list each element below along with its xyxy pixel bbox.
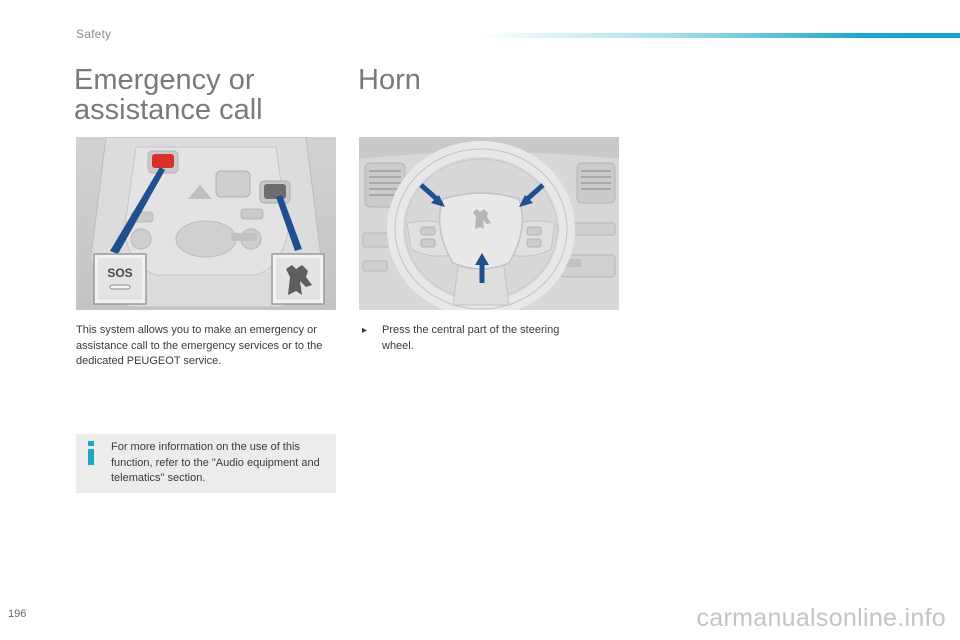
page-number: 196: [8, 608, 27, 620]
steering-wheel-illustration: [359, 137, 619, 310]
emergency-call-description: This system allows you to make an emergency or assistance call to the emergency services or to the dedicated PEUGEOT service.: [76, 324, 323, 367]
info-text: For more information on the use of this function, refer to the "Audio equipment and telematics" section.: [111, 441, 320, 484]
horn-instruction: [362, 323, 602, 354]
emergency-call-title: Emergency or assistance call: [74, 64, 263, 126]
horn-instruction-text: Press the central part of the steering wheel.: [382, 324, 560, 352]
watermark-text: carmanualsonline.info: [696, 604, 946, 632]
info-box: [76, 434, 336, 493]
emergency-console-illustration: [76, 137, 336, 310]
triangle-bullet-icon: ▸: [362, 325, 368, 336]
section-label: Safety: [76, 27, 112, 41]
header-accent-bar: [480, 33, 960, 38]
horn-title: Horn: [358, 64, 421, 96]
sos-label: SOS: [107, 266, 133, 280]
info-icon: [86, 441, 96, 465]
sos-button-red: [152, 154, 174, 168]
